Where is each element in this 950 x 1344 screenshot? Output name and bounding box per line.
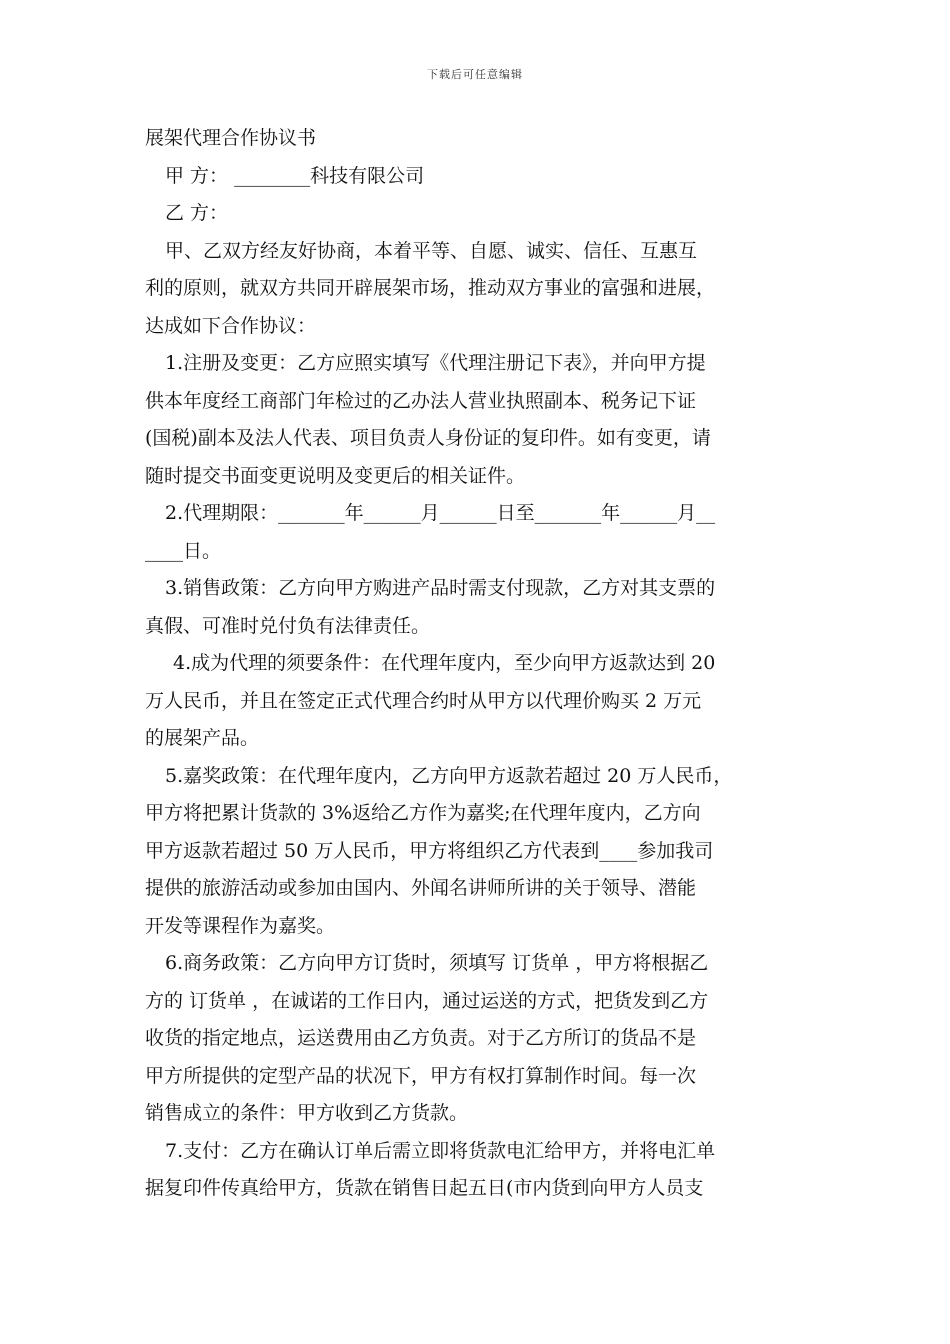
clause-5-line: 甲方将把累计货款的 3%返给乙方作为嘉奖;在代理年度内，乙方向 bbox=[145, 802, 701, 824]
clause-6-line: 方的 订货单 ，在诚诺的工作日内，通过运送的方式，把货发到乙方 bbox=[145, 989, 709, 1012]
intro-line: 达成如下合作协议： bbox=[145, 314, 317, 337]
clause-6-line: 6.商务政策：乙方向甲方订货时，须填写 订货单 ，甲方将根据乙 bbox=[165, 952, 709, 974]
clause-6-line: 收货的指定地点，运送费用由乙方负责。对于乙方所订的货品不是 bbox=[145, 1027, 697, 1049]
document-title: 展架代理合作协议书 bbox=[145, 127, 317, 149]
clause-1-line: 1.注册及变更：乙方应照实填写《代理注册记下表》，并向甲方提 bbox=[165, 352, 706, 374]
clause-1-line: 供本年度经工商部门年检过的乙办法人营业执照副本、税务记下证 bbox=[145, 389, 697, 412]
clause-2-line: ____日。 bbox=[145, 539, 222, 562]
clause-6-line: 甲方所提供的定型产品的状况下，甲方有权打算制作时间。每一次 bbox=[145, 1064, 697, 1087]
clause-2-line: 2.代理期限：_______年______月______日至_______年______月__ bbox=[165, 502, 716, 524]
clause-5-line: 开发等课程作为嘉奖。 bbox=[145, 914, 336, 937]
clause-4-line: 的展架产品。 bbox=[145, 727, 260, 749]
clause-5-line: 提供的旅游活动或参加由国内、外闻名讲师所讲的关于领导、潜能 bbox=[145, 877, 697, 899]
clause-5-line: 5.嘉奖政策：在代理年度内，乙方向甲方返款若超过 20 万人民币， bbox=[165, 764, 733, 787]
document-body bbox=[145, 120, 813, 1208]
clause-3-line: 3.销售政策：乙方向甲方购进产品时需支付现款，乙方对其支票的 bbox=[165, 577, 716, 599]
party-a-line: 甲 方： ________科技有限公司 bbox=[165, 164, 425, 187]
intro-line: 甲、乙双方经友好协商，本着平等、自愿、诚实、信任、互惠互 bbox=[165, 239, 698, 262]
clause-6-line: 销售成立的条件：甲方收到乙方货款。 bbox=[145, 1102, 469, 1124]
clause-7-line: 据复印件传真给甲方，货款在销售日起五日(市内货到向甲方人员支 bbox=[145, 1177, 704, 1199]
clause-4-line: 万人民币，并且在签定正式代理合约时从甲方以代理价购买 2 万元 bbox=[145, 689, 702, 712]
clause-5-line: 甲方返款若超过 50 万人民币，甲方将组织乙方代表到____参加我司 bbox=[145, 839, 714, 862]
party-b-line: 乙 方： bbox=[165, 202, 229, 224]
clause-1-line: (国税)副本及法人代表、项目负责人身份证的复印件。如有变更，请 bbox=[145, 427, 711, 449]
clause-7-line: 7.支付：乙方在确认订单后需立即将货款电汇给甲方，并将电汇单 bbox=[165, 1139, 716, 1162]
intro-line: 利的原则，就双方共同开辟展架市场，推动双方事业的富强和进展， bbox=[145, 277, 716, 299]
clause-3-line: 真假、可准时兑付负有法律责任。 bbox=[145, 614, 431, 637]
clause-4-line: 4.成为代理的须要条件：在代理年度内，至少向甲方返款达到 20 bbox=[173, 652, 716, 674]
clause-1-line: 随时提交书面变更说明及变更后的相关证件。 bbox=[145, 464, 526, 487]
header-note: 下载后可任意编辑 bbox=[427, 68, 523, 81]
